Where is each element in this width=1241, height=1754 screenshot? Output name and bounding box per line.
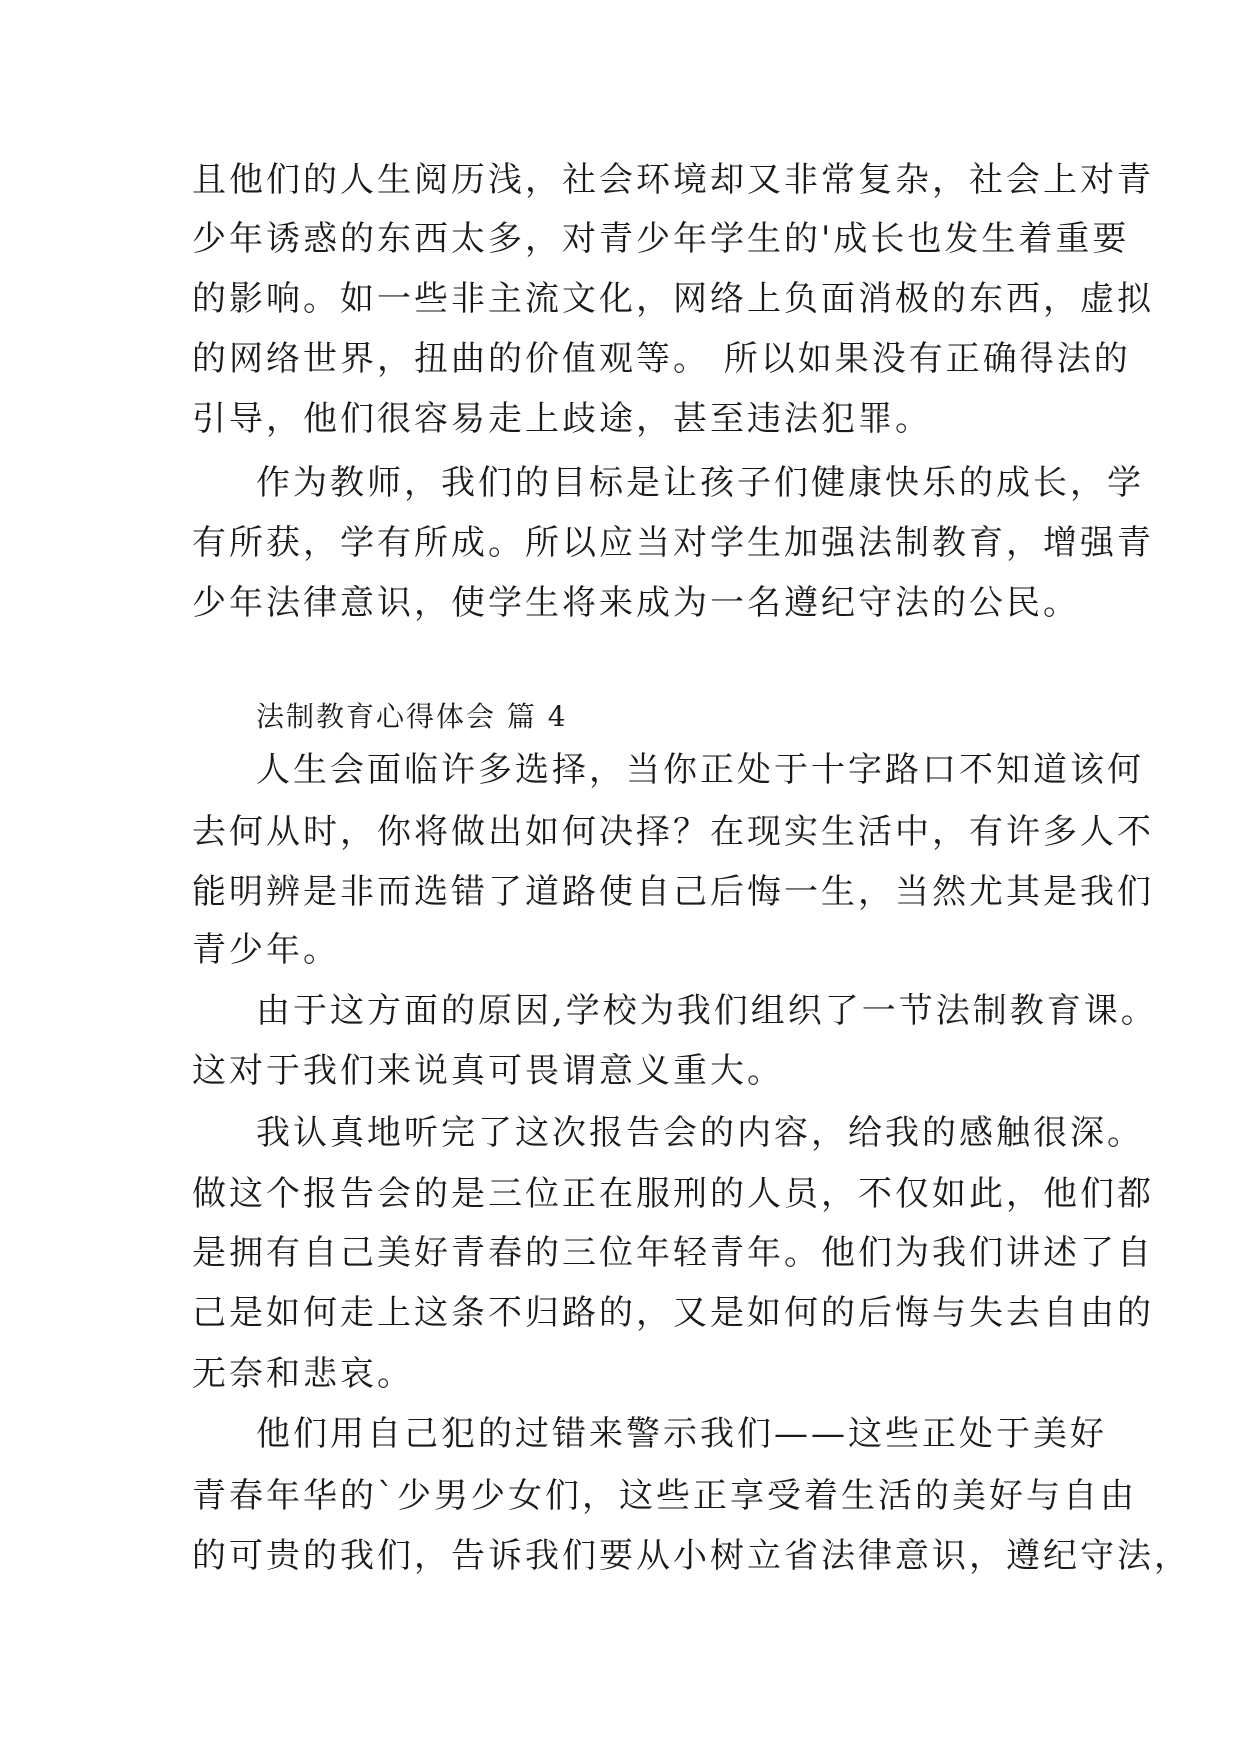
text-line: 做这个报告会的是三位正在服刑的人员，不仅如此，他们都: [192, 1174, 1154, 1214]
text-line: 无奈和悲哀。: [192, 1354, 414, 1394]
text-line: 青春年华的`少男少女们，这些正享受着生活的美好与自由: [192, 1476, 1137, 1516]
text-line: 作为教师，我们的目标是让孩子们健康快乐的成长，学: [256, 463, 1144, 503]
text-line: 的可贵的我们，告诉我们要从小树立省法律意识，遵纪守法，: [192, 1536, 1191, 1576]
text-line: 由于这方面的原因,学校为我们组织了一节法制教育课。: [256, 991, 1158, 1031]
text-line: 去何从时，你将做出如何决择？在现实生活中，有许多人不: [192, 812, 1154, 852]
text-line: 且他们的人生阅历浅，社会环境却又非常复杂，社会上对青: [192, 160, 1154, 200]
text-line: 引导，他们很容易走上歧途，甚至违法犯罪。: [192, 399, 932, 439]
section-heading: 法制教育心得体会 篇 4: [256, 700, 568, 733]
text-line: 少年诱惑的东西太多，对青少年学生的'成长也发生着重要: [192, 219, 1130, 259]
text-line: 少年法律意识，使学生将来成为一名遵纪守法的公民。: [192, 583, 1080, 623]
text-line: 我认真地听完了这次报告会的内容，给我的感触很深。: [256, 1113, 1144, 1153]
text-line: 能明辨是非而选错了道路使自己后悔一生，当然尤其是我们: [192, 872, 1154, 912]
text-line: 人生会面临许多选择，当你正处于十字路口不知道该何: [256, 750, 1144, 790]
text-line: 己是如何走上这条不归路的，又是如何的后悔与失去自由的: [192, 1293, 1154, 1333]
text-line: 青少年。: [192, 930, 340, 970]
text-line: 这对于我们来说真可畏谓意义重大。: [192, 1051, 784, 1091]
text-line: 的网络世界，扭曲的价值观等。 所以如果没有正确得法的: [192, 339, 1131, 379]
text-line: 是拥有自己美好青春的三位年轻青年。他们为我们讲述了自: [192, 1233, 1154, 1273]
text-line: 的影响。如一些非主流文化，网络上负面消极的东西，虚拟: [192, 279, 1154, 319]
text-line: 他们用自己犯的过错来警示我们——这些正处于美好: [256, 1414, 1107, 1454]
text-line: 有所获，学有所成。所以应当对学生加强法制教育，增强青: [192, 523, 1154, 563]
